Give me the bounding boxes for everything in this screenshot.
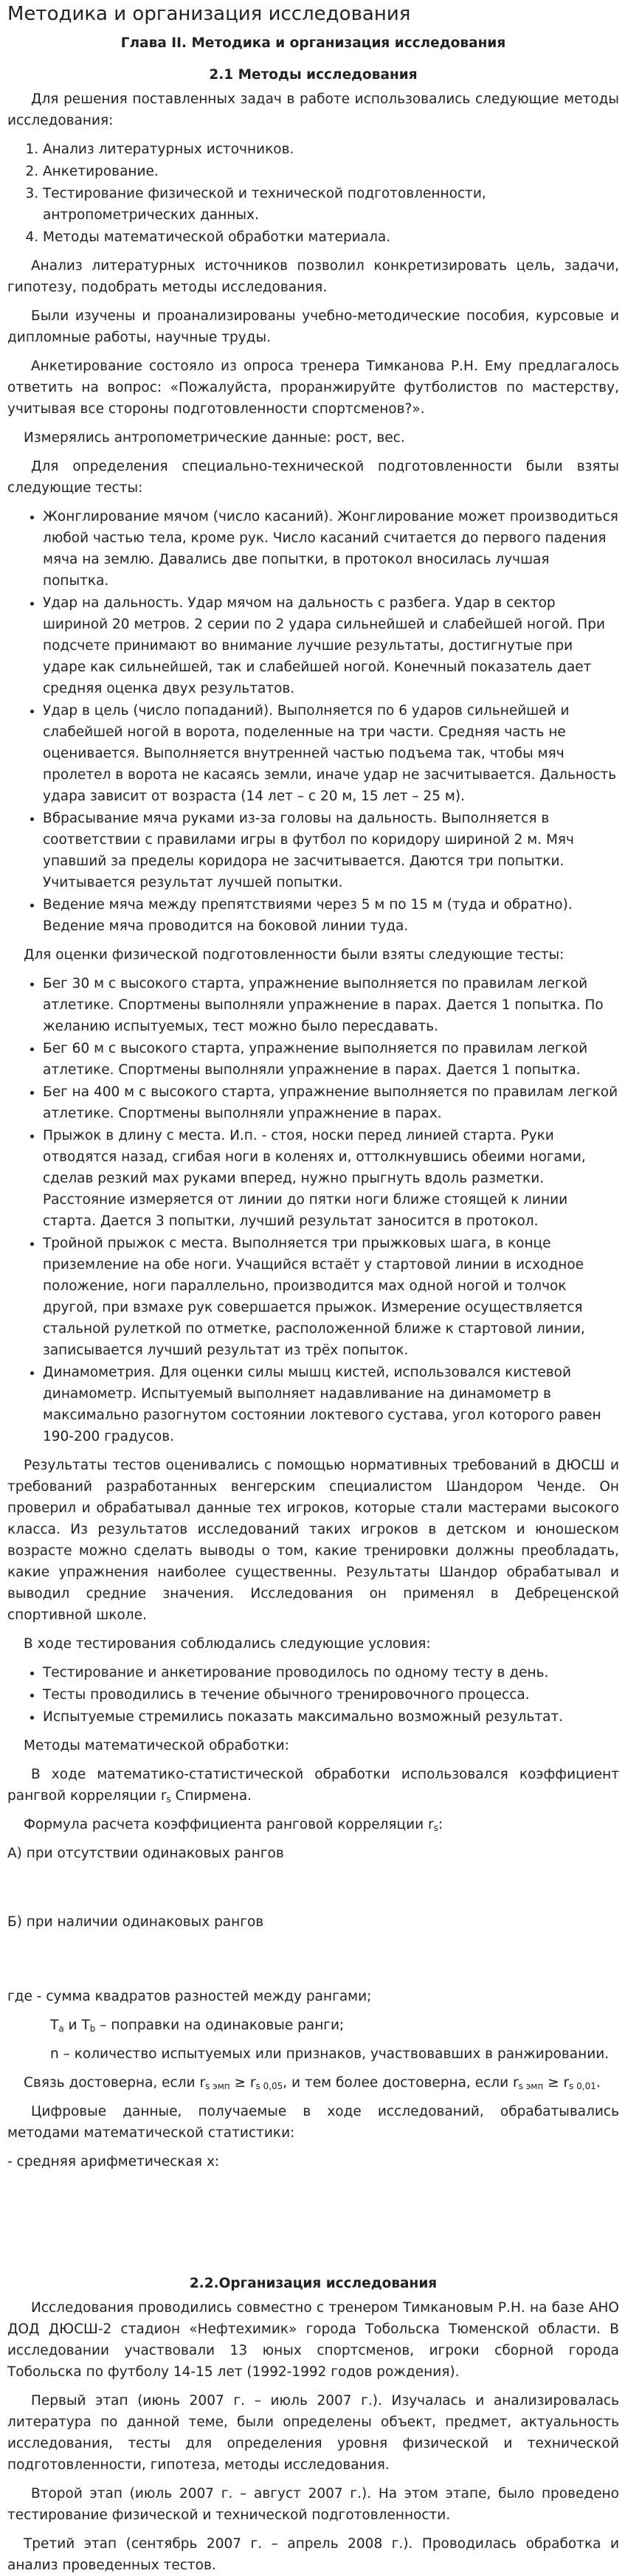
sig-text-2: ≥ r (229, 2075, 256, 2091)
methods-list-item: 2. Анкетирование. (43, 161, 619, 182)
tb-sub: b (89, 2023, 96, 2034)
phys-test-item: • Прыжок в длину с места. И.п. - стоя, носки перед линией старта. Руки отводятся назад, сгибая ноги в коленях и, оттолкнувшись обеими ногами, сделав резкий мах руками вперед, нужно прыгнуть вдоль разметки. Расстояние измеряется от линии до пятки ноги ближе стоящей к линии старта. Дается 3 попытки, лучший результат заносится в протокол. (43, 1125, 619, 1232)
methods-list-item: 1. Анализ литературных источников. (43, 139, 619, 160)
ta-tb-definition (7, 2015, 619, 2036)
org-paragraph-1: Исследования проводились совместно с тренером Тимкановым Р.Н. на базе АНО ДОД ДЮСШ-2 стадион «Нефтехимик» города Тобольска Тюменской области. В исследовании участвовали 13 юных спортсменов, игроки сборной города Тобольска по футболу 14-15 лет (1992-1992 годов рождения). (7, 2300, 619, 2380)
case-b-label: Б) при наличии одинаковых рангов (7, 1914, 264, 1930)
sig-sub-3: s эмп (518, 2081, 544, 2091)
page-title: Методика и организация исследования (7, 3, 411, 25)
formula-intro-sub: s (433, 1823, 438, 1833)
section-1-title: 2.1 Методы исследования (209, 67, 418, 83)
phys-test-item: • Бег 30 м с высокого старта, упражнение выполняется по правилам легкой атлетике. Спортмены выполняли упражнение в парах. Дается 1 попытка. По желанию испытуемых, тест можно было пересдавать. (43, 973, 619, 1037)
tech-test-item: • Удар в цель (число попаданий). Выполняется по 6 ударов сильнейшей и слабейшей ногой в ворота, поделенные на три части. Средняя часть не оценивается. Выполняется внутренней частью подъема так, чтобы мяч пролетел в ворота не касаясь земли, иначе удар не засчитывается. Дальность удара зависит от возраста (14 лет – с 20 м, 15 лет – 25 м). (43, 700, 619, 807)
ta-text: T (50, 2018, 59, 2033)
sig-text-3: , и тем более достоверна, если r (283, 2075, 519, 2091)
math-text-a: В ходе математико-статистической обработки использовался коэффициент рангвой корреляции r (7, 1767, 619, 1804)
digital-data-paragraph: Цифровые данные, получаемые в ходе исследований, обрабатывались методами математической статистики: (7, 2104, 619, 2141)
org-paragraph-4: Третий этап (сентябрь 2007 г. – апрель 2008 г.). Проводилась обработка и анализ проведенных тестов. (7, 2536, 619, 2573)
sig-text-4: ≥ r (543, 2075, 570, 2091)
org-paragraph-3: Второй этап (июль 2007 г. – август 2007 г.). На этом этапе, было проведено тестирование физической и технической подготовленности. (7, 2486, 619, 2523)
org-paragraph-2: Первый этап (июнь 2007 г. – июль 2007 г.). Изучалась и анализировалась литература по данной теме, были определены объект, предмет, актуальность исследования, тесты для определения уровня физической и технической подготовленности, гипотеза, методы исследования. (7, 2393, 619, 2473)
mean-label: - средняя арифметическая x: (7, 2154, 220, 2170)
phys-test-item: • Тройной прыжок с места. Выполняется три прыжковых шага, в конце приземление на обе ноги. Учащийся встаёт у стартовой линии в исходное положение, ноги параллельно, производится мах одной ногой и толчок другой, при взмахе рук совершается прыжок. Измерение осуществляется стальной рулеткой по отметке, расположенной ближе к стартовой линии, записывается лучший результат из трёх попыток. (43, 1233, 619, 1361)
ta-end: – поправки на одинаковые ранги; (95, 2018, 345, 2033)
sig-sub-2: s 0,05 (255, 2081, 283, 2091)
studied-paragraph: Были изучены и проанализированы учебно-методические пособия, курсовые и дипломные работы, научные труды. (7, 308, 619, 345)
math-intro-paragraph: Методы математической обработки: (24, 1738, 289, 1753)
math-text-sub: s (166, 1794, 171, 1804)
tech-test-item: • Жонглирование мячом (число касаний). Жонглирование может производиться любой частью тела, кроме рук. Число касаний считается до первого падения мяча на землю. Давались две попытки, в протокол вносилась лучшая попытка. (43, 506, 619, 592)
conditions-list (7, 1662, 619, 1728)
formula-b-placeholder (7, 1940, 619, 1986)
formula-intro-a: Формула расчета коэффициента ранговой корреляции r (24, 1817, 434, 1832)
phys-test-item: • Динамометрия. Для оценки силы мышц кистей, использовался кистевой динамометр. Испытуемый выполняет надавливание на динамометр в максимально разогнутом состоянии локтевого сустава, угол которого равен 190-200 градусов. (43, 1362, 619, 1447)
formula-intro-paragraph (7, 1814, 619, 1835)
tech-test-item: • Ведение мяча между препятствиями через 5 м по 15 м (туда и обратно). Ведение мяча проводится на боковой линии туда. (43, 894, 619, 937)
condition-item: • Тестирование и анкетирование проводилось по одному тесту в день. (43, 1662, 619, 1683)
ta-sub: a (58, 2023, 64, 2034)
section-2-title: 2.2.Организация исследования (189, 2276, 438, 2291)
phys-test-item: • Бег 60 м с высокого старта, упражнение выполняется по правилам легкой атлетике. Спортмены выполняли упражнение в парах. Дается 1 попытка. (43, 1038, 619, 1081)
anthro-paragraph: Измерялись антропометрические данные: рост, вес. (24, 430, 405, 446)
methods-list-item: 4. Методы математической обработки материала. (43, 226, 619, 248)
n-definition: n – количество испытуемых или признаков, участвовавших в ранжировании. (50, 2046, 610, 2062)
condition-item: • Испытуемые стремились показать максимально возможный результат. (43, 1706, 619, 1728)
sig-text-5: . (595, 2075, 601, 2091)
phys-tests-list (7, 973, 619, 1447)
intro-paragraph: Для решения поставленных задач в работе использовались следующие методы исследования: (7, 91, 619, 128)
phys-intro-paragraph: Для оценки физической подготовленности были взяты следующие тесты: (24, 947, 564, 963)
tech-test-item: • Удар на дальность. Удар мячом на дальность с разбега. Удар в сектор шириной 20 метров. 2 серии по 2 удара сильнейшей и слабейшей ногой. При подсчете принимают во внимание лучшие результаты, достигнутые при ударе как сильнейшей, так и слабейшей ногой. Конечный показатель дает средняя оценка двух результатов. (43, 592, 619, 699)
formula-a-placeholder (7, 1872, 619, 1911)
case-a-label: А) при отсутствии одинаковых рангов (7, 1846, 284, 1861)
significance-paragraph (7, 2072, 619, 2094)
where-d-definition: где - сумма квадратов разностей между рангами; (7, 1989, 372, 2004)
results-paragraph: Результаты тестов оценивались с помощью нормативных требований в ДЮСШ и требований разработанных венгерским специалистом Шандором Ченде. Он проверил и обрабатывал данные тех игроков, которые стали мастерами высокого класса. Из результатов исследований таких игроков в детском и юношеском возрасте можно сделать выводы о том, какие тренировки должны преобладать, какие упражнения наиболее существенны. Результаты Шандор обрабатывал и выводил средние значения. Исследования он применял в Дебреценской спортивной школе. (7, 1458, 619, 1623)
analysis-paragraph: Анализ литературных источников позволил конкретизировать цель, задачи, гипотезу, подобрать методы исследования. (7, 258, 619, 295)
math-text-b: Спирмена. (170, 1788, 252, 1804)
methods-list (7, 139, 619, 248)
methods-list-item: 3. Тестирование физической и технической подготовленности, антропометрических данных. (43, 183, 619, 226)
tech-test-item: • Вбрасывание мяча руками из-за головы на дальность. Выполняется в соответствии с правилами игры в футбол по коридору шириной 2 м. Мяч упавший за пределы коридора не засчитывается. Даются три попытки. Учитывается результат лучшей попытки. (43, 808, 619, 893)
tech-intro-paragraph: Для определения специально-технической подготовленности были взяты следующие тесты: (7, 459, 619, 496)
condition-item: • Тесты проводились в течение обычного тренировочного процесса. (43, 1684, 619, 1706)
conditions-intro-paragraph: В ходе тестирования соблюдались следующие условия: (24, 1636, 431, 1652)
chapter-title: Глава II. Методика и организация исследования (120, 35, 506, 51)
ta-mid: и T (63, 2018, 90, 2033)
phys-test-item: • Бег на 400 м с высокого старта, упражнение выполняется по правилам легкой атлетике. Спортмены выполняли упражнение в парах. (43, 1081, 619, 1124)
sig-sub-4: s 0,01 (569, 2081, 596, 2091)
sig-sub-1: s эмп (205, 2081, 230, 2091)
survey-paragraph: Анкетирование состояло из опроса тренера Тимканова Р.Н. Ему предлагалось ответить на вопрос: «Пожалуйста, проранжируйте футболистов по мастерству, учитывая все стороны подготовленности спортсменов?». (7, 359, 619, 417)
mean-formula-placeholder (7, 2180, 619, 2267)
formula-intro-b: : (438, 1817, 443, 1832)
math-paragraph (7, 1764, 619, 1807)
sig-text-1: Связь достоверна, если r (24, 2075, 206, 2091)
tech-tests-list (7, 506, 619, 937)
